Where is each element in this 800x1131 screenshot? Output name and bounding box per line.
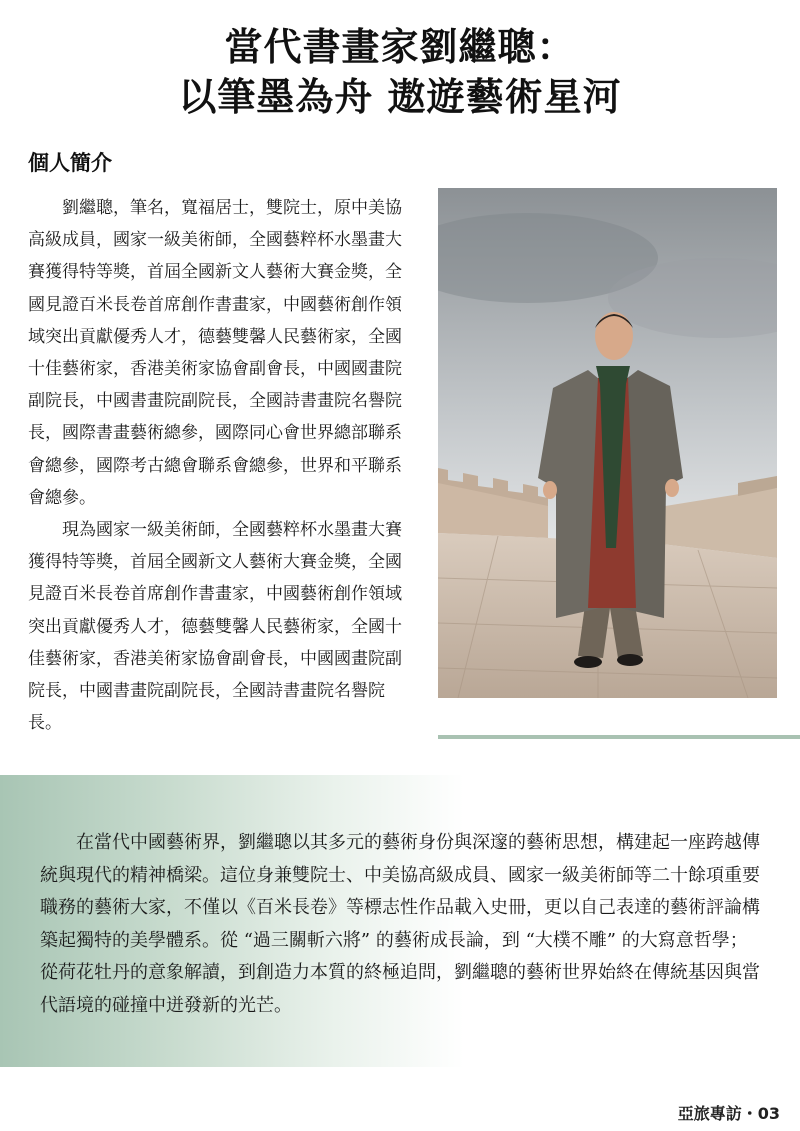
title-line-2: 以筆墨為舟 遨遊藝術星河 [178,75,622,119]
bio-paragraph-2: 現為國家一級美術師，全國藝粹杯水墨畫大賽獲得特等獎，首屆全國新文人藝術大賽金獎，全國見證百米長卷首席創作書畫家，中國藝術創作領域突出貢獻優秀人才，德藝雙馨人民藝術家，全國十佳藝術家，香港美術家協會副會長，中國國畫院副院長，中國書畫院副院長，全國詩書畫院名譽院長。 [28,520,402,734]
profile-bio [28,192,416,739]
divider-rule [438,735,800,739]
intro-paragraph: 在當代中國藝術界，劉繼聰以其多元的藝術身份與深邃的藝術思想，構建起一座跨越傳統與現代的精神橋梁。這位身兼雙院士、中美協高級成員、國家一級美術師等二十餘項重要職務的藝術大家，不僅以《百米長卷》等標志性作品載入史冊，更以自己表達的藝術評論構築起獨特的美學體系。從 “過三關斬六將” 的藝術成長論，到 “大樸不雕” 的大寫意哲學；從荷花牡丹的意象解讀，到創造力本質的終極追問，劉繼聰的藝術世界始終在傳統基因與當代語境的碰撞中迸發新的光芒。 [40,832,760,1016]
bio-paragraph-1: 劉繼聰，筆名，寬福居士，雙院士，原中美協高級成員，國家一級美術師，全國藝粹杯水墨畫大賽獲得特等獎，首屆全國新文人藝術大賽金獎，全國見證百米長卷首席創作書畫家，中國藝術創作領域突出貢獻優秀人才，德藝雙馨人民藝術家，全國十佳藝術家，香港美術家協會副會長，中國國畫院副院長，中國書畫院副院長，全國詩書畫院名譽院長，國際書畫藝術總參，國際同心會世界總部聯系會總參，國際考古總會聯系會總參，世界和平聯系會總參。 [28,198,402,508]
title-line-1: 當代書畫家劉繼聰： [224,25,576,69]
page-footer: 亞旅專訪・03 [677,1104,780,1123]
profile-heading: 個人簡介 [28,151,112,175]
portrait-photo [438,188,777,698]
article-title [0,22,800,122]
